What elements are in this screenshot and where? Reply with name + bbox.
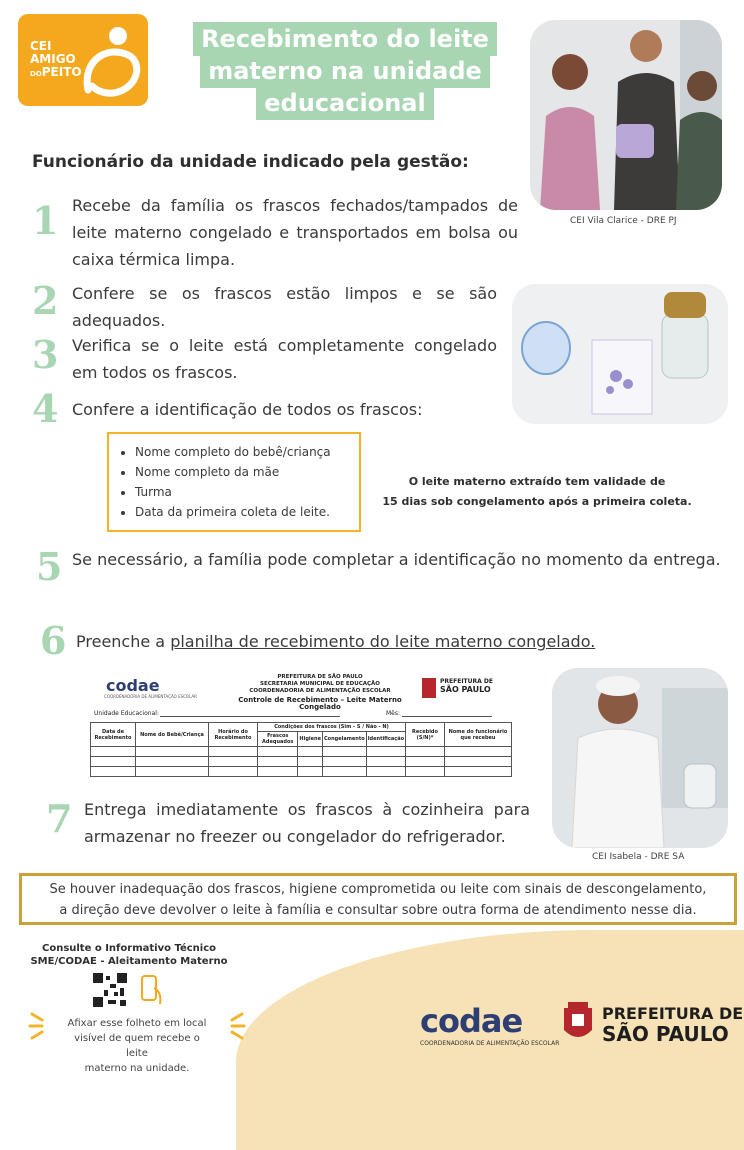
photo-caption-1: CEI Vila Clarice - DRE PJ <box>570 216 677 226</box>
identification-item: • Nome completo da mãe <box>135 462 359 482</box>
step-number-5: 5 <box>36 544 63 589</box>
step-number-7: 7 <box>46 796 73 841</box>
page-title <box>180 24 510 120</box>
mother-baby-icon <box>78 20 146 100</box>
form-pref-2: SÃO PAULO <box>440 685 491 694</box>
step-text-1: Recebe da família os frascos fechados/tampados de leite materno congelado e transportados em bolsa ou caixa térmica limpa. <box>72 196 518 269</box>
validity-line-2: 15 dias sob congelamento após a primeira coleta. <box>382 495 692 508</box>
form-col-header: Recebido (S/N)* <box>406 723 445 747</box>
step-number-6: 6 <box>40 618 67 663</box>
phone-hand-icon <box>138 974 164 1006</box>
form-col-header: Identificação <box>366 732 405 747</box>
form-col-header: Higiene <box>298 732 323 747</box>
form-codae-logo: codae <box>106 676 160 695</box>
consult-line-2: SME/CODAE - Aleitamento Materno <box>30 956 228 967</box>
consult-line-1: Consulte o Informativo Técnico <box>41 943 216 954</box>
form-col-header: Nome do Bebê/Criança <box>136 723 209 747</box>
identification-item: • Data da primeira coleta de leite. <box>135 502 359 522</box>
form-col-header: Congelamento <box>322 732 366 747</box>
form-unit-line <box>160 716 340 717</box>
form-empty-row <box>91 747 512 757</box>
step-number-4: 4 <box>32 386 59 431</box>
identification-item: • Nome completo do bebê/criança <box>135 442 359 462</box>
form-table <box>90 722 512 777</box>
validity-line-1: O leite materno extraído tem validade de <box>408 475 666 488</box>
footer-codae-sub: COORDENADORIA DE ALIMENTAÇÃO ESCOLAR <box>420 1040 560 1047</box>
footer-prefeitura <box>602 1004 743 1044</box>
consult-note <box>24 942 234 968</box>
photo-cook-with-bottle <box>552 668 728 848</box>
logo-line-1: CEI <box>30 39 52 53</box>
form-pref-1: PREFEITURA DE <box>440 678 493 685</box>
form-month-line <box>402 716 492 717</box>
step-text-7: Entrega imediatamente os frascos à cozinheira para armazenar no freezer ou congelador do refrigerador. <box>84 800 530 846</box>
identification-item: • Turma <box>135 482 359 502</box>
step-text-3: Verifica se o leite está completamente congelado em todos os frascos. <box>72 336 497 382</box>
posting-line-3: materno na unidade. <box>84 1063 190 1074</box>
form-empty-row <box>91 767 512 777</box>
form-col-header: Frascos Adequados <box>258 732 298 747</box>
form-month-label: Mês: <box>386 710 401 717</box>
warning-line-1: Se houver inadequação dos frascos, higiene comprometida ou leite com sinais de descongelamento, <box>49 882 707 897</box>
form-header-3: COORDENADORIA DE ALIMENTAÇÃO ESCOLAR <box>249 688 391 694</box>
title-line-2: materno na unidade <box>200 54 490 88</box>
title-line-1: Recebimento do leite <box>193 22 497 56</box>
identification-box <box>107 432 361 532</box>
form-col-header: Data de Recebimento <box>91 723 136 747</box>
step-number-2: 2 <box>32 278 59 323</box>
posting-line-1: Afixar esse folheto em local <box>67 1018 207 1029</box>
form-empty-row <box>91 757 512 767</box>
spreadsheet-preview <box>90 672 514 784</box>
footer-pref-1: PREFEITURA DE <box>602 1004 744 1023</box>
form-header-4: Controle de Recebimento – Leite Materno Congelado <box>238 696 402 711</box>
footer-codae-logo: codae <box>420 1002 523 1040</box>
step-text-5: Se necessário, a família pode completar a identificação no momento da entrega. <box>72 550 721 569</box>
step-text-6 <box>76 628 656 655</box>
logo-line-3b: PEITO <box>41 65 82 79</box>
posting-line-2: visível de quem recebe o leite <box>74 1033 200 1059</box>
validity-note <box>372 472 702 512</box>
warning-box <box>19 873 737 925</box>
cei-amigo-do-peito-logo <box>18 14 148 106</box>
step-number-1: 1 <box>32 198 59 243</box>
logo-line-2: AMIGO <box>30 52 76 66</box>
step-text-4: Confere a identificação de todos os frascos: <box>72 400 423 419</box>
warning-line-2: a direção deve devolver o leite à família e consultar sobre outra forma de atendimento nesse dia. <box>59 903 697 918</box>
form-col-header: Nome do funcionário que recebeu <box>445 723 512 747</box>
logo-line-3 <box>30 66 82 81</box>
step-number-3: 3 <box>32 332 59 377</box>
form-header-2: SECRETARIA MUNICIPAL DE EDUCAÇÃO <box>260 681 380 687</box>
form-col-header: Horário do Recebimento <box>209 723 258 747</box>
bottles-illustration <box>512 284 728 424</box>
intro-heading: Funcionário da unidade indicado pela gestão: <box>32 152 469 172</box>
form-codae-sub: COORDENADORIA DE ALIMENTAÇÃO ESCOLAR <box>104 694 197 699</box>
photo-caption-3: CEI Isabela - DRE SA <box>592 852 685 862</box>
spreadsheet-link[interactable]: planilha de recebimento do leite materno congelado. <box>170 632 596 651</box>
form-prefeitura <box>440 678 493 694</box>
photo-milk-bottles <box>512 284 728 424</box>
logo-line-3a: DO <box>30 70 42 78</box>
sparkle-right-icon <box>212 1010 246 1040</box>
cook-illustration <box>552 668 728 848</box>
form-header-1: PREFEITURA DE SÃO PAULO <box>277 674 363 680</box>
title-line-3: educacional <box>256 86 433 120</box>
form-unit-label: Unidade Educacional: <box>94 710 159 717</box>
people-illustration <box>530 20 722 210</box>
step-6-prefix: Preenche a <box>76 632 171 651</box>
form-header <box>230 674 410 711</box>
qr-code[interactable] <box>92 972 128 1008</box>
footer-pref-2: SÃO PAULO <box>602 1022 729 1046</box>
identification-list <box>109 442 359 522</box>
photo-milk-handover <box>530 20 722 210</box>
sao-paulo-crest-icon <box>560 1000 596 1046</box>
step-text-2: Confere se os frascos estão limpos e se são adequados. <box>72 284 497 330</box>
posting-note <box>62 1016 212 1076</box>
sparkle-left-icon <box>28 1010 62 1040</box>
scan-phone-icon <box>138 974 164 1006</box>
form-sp-crest-icon <box>422 678 436 698</box>
form-col-conditions: Condições dos frascos (Sim - S / Não - N) <box>258 723 406 732</box>
qr-code-icon <box>92 972 128 1008</box>
